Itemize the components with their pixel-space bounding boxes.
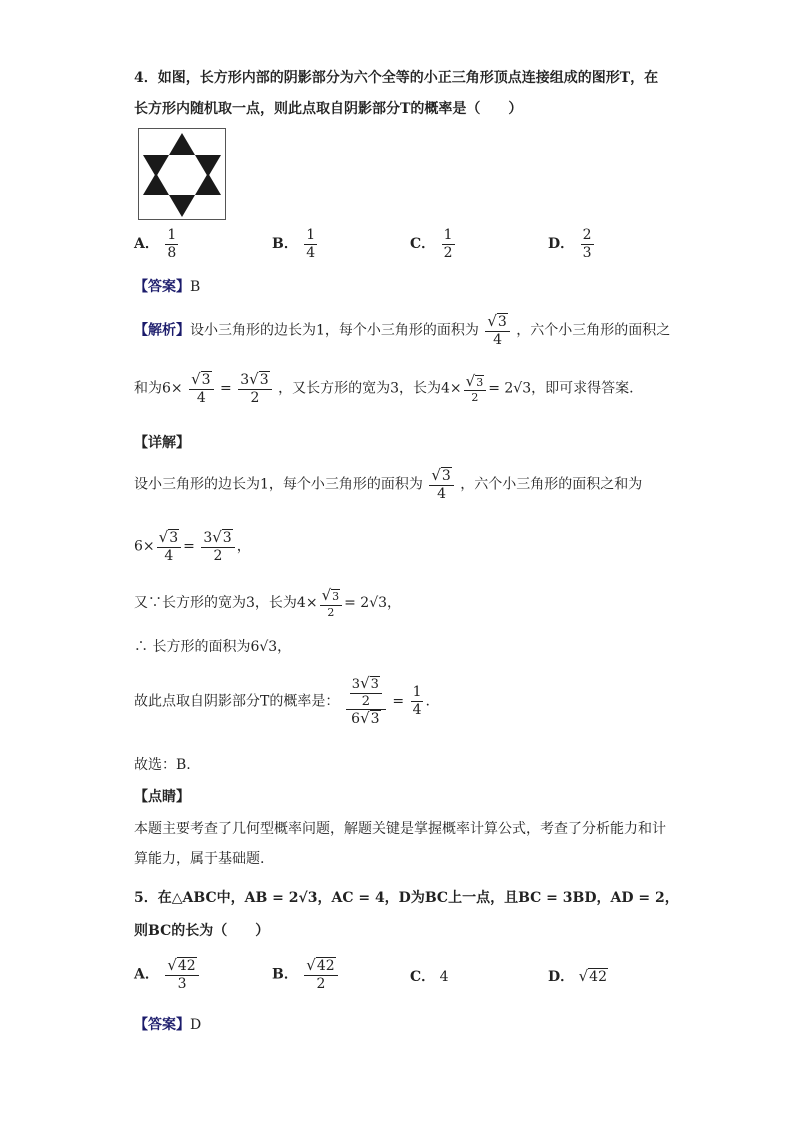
option-label: A．: [134, 236, 159, 253]
q4-detail-line2: 6× $\frac{√3}{4}$ = $\frac{3√3}{2}$ ，: [134, 528, 251, 564]
q4-answer: 【答案】B: [134, 279, 201, 295]
fraction: $\frac{1}{8}$: [167, 227, 177, 261]
option-label: C．: [410, 236, 436, 253]
q4-comment-line2: 算能力，属于基础题.: [134, 851, 265, 867]
q4-detail-line5: 故此点取自阴影部分T的概率是： $\frac{\frac{3√3}{2}}{6√3}$ = $\frac{1}{4}$ .: [134, 674, 430, 728]
option-label: D．: [548, 969, 575, 985]
q4-option-d[interactable]: [548, 228, 596, 260]
q4-detail-heading: 【详解】: [134, 435, 190, 451]
q5-option-b[interactable]: B． $\frac{√42}{2}$: [272, 958, 340, 991]
fraction: $\frac{1}{4}$: [306, 227, 316, 261]
option-label: B．: [272, 966, 298, 983]
option-label: C．: [410, 969, 436, 985]
q4-analysis-line2: 和为6× $\frac{√3}{4}$ = $\frac{3√3}{2}$ ，又长方形的宽为3，长为4× $\frac{√3}{2}$ = 2√3，即可求得答案.: [134, 370, 634, 406]
q4-comment-line1: 本题主要考查了几何型概率问题，解题关键是掌握概率计算公式，考查了分析能力和计: [134, 821, 666, 837]
q5-answer: 【答案】D: [134, 1017, 202, 1033]
q4-detail-line4: ∴ 长方形的面积为6√3，: [134, 639, 292, 655]
q5-option-c[interactable]: C． 4: [410, 969, 449, 985]
q4-option-c[interactable]: [410, 228, 457, 260]
q4-stem-line2: 长方形内随机取一点，则此点取自阴影部分T的概率是（ ）: [134, 101, 523, 117]
fraction: $\frac{1}{2}$: [443, 227, 453, 261]
hexagram-figure: [138, 128, 226, 220]
q4-option-a[interactable]: [134, 228, 180, 260]
hexagram-svg: [139, 129, 225, 219]
q4-comment-heading: 【点睛】: [134, 789, 190, 805]
option-label: A．: [134, 966, 159, 983]
q5-option-d[interactable]: D． √42: [548, 967, 607, 985]
q5-stem-line1: 5．在△ABC中，AB = 2√3，AC = 4，D为BC上一点，且BC = 3BD，AD = 2，: [134, 890, 679, 906]
q4-stem-line1: 4．如图，长方形内部的阴影部分为六个全等的小正三角形顶点连接组成的图形T，在: [134, 70, 659, 86]
q4-option-b[interactable]: [272, 228, 319, 260]
fraction: $\frac{2}{3}$: [582, 227, 592, 261]
option-label: D．: [548, 236, 575, 253]
option-label: B．: [272, 236, 298, 253]
q4-detail-line1: 设小三角形的边长为1，每个小三角形的面积为 $\frac{√3}{4}$ ，六个小三角形的面积之和为: [134, 466, 643, 502]
q4-detail-line3: 又∵长方形的宽为3，长为4× $\frac{√3}{2}$ = 2√3，: [134, 586, 402, 619]
q4-detail-line6: 故选：B.: [134, 757, 191, 773]
q5-option-a[interactable]: A． $\frac{√42}{3}$: [134, 958, 201, 991]
q5-stem-line2: 则BC的长为（ ）: [134, 923, 270, 939]
q4-analysis-line1: 【解析】设小三角形的边长为1，每个小三角形的面积为 $\frac{√3}{4}$ ，六个小三角形的面积之: [134, 312, 671, 348]
